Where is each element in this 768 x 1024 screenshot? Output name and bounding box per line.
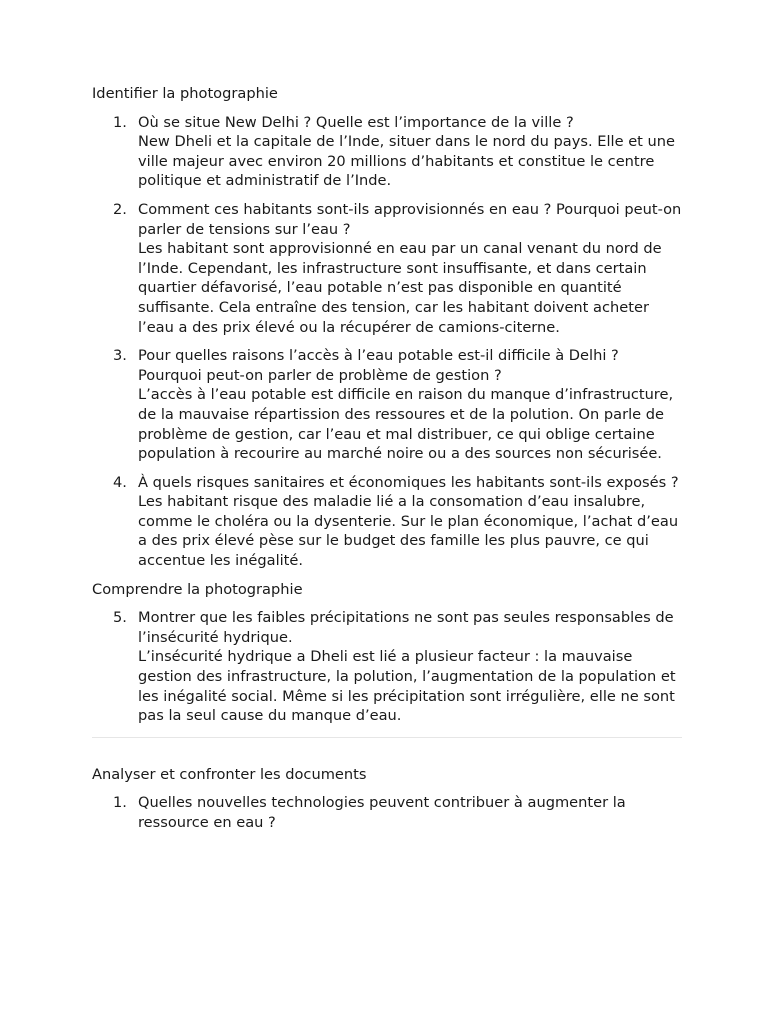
question-text: À quels risques sanitaires et économiques les habitants sont-ils exposés ?	[138, 473, 679, 491]
list-item	[92, 608, 682, 726]
item-number: 2.	[113, 200, 127, 218]
answer-text: New Dheli et la capitale de l’Inde, situer dans le nord du pays. Elle et une ville majeur avec environ 20 millions d’habitants et constitue le centre politique et administratif de l’Inde.	[138, 133, 676, 190]
question-text: Comment ces habitants sont-ils approvisionnés en eau ? Pourquoi peut-on parler de tensions sur l’eau ?	[138, 200, 682, 238]
list-item	[92, 113, 682, 191]
item-number: 5.	[113, 609, 127, 627]
answer-text: L’insécurité hydrique a Dheli est lié a plusieur facteur : la mauvaise gestion des infrastructure, la polution, l’augmentation de la population et les inégalité social. Même si les précipitation sont irrégulière, elle ne sont pas la seul cause du manque d’eau.	[138, 648, 676, 725]
item-number: 1.	[113, 113, 127, 131]
answer-text: L’accès à l’eau potable est difficile en raison du manque d’infrastructure, de la mauvaise répartission des ressoures et de la polution. On parle de problème de gestion, car l’eau et mal distribuer, ce qui oblige certaine population à recourire au marché noire ou a des sources non sécurisée.	[138, 386, 674, 463]
list-item	[92, 473, 682, 571]
answer-text: Les habitant risque des maladie lié a la consomation d’eau insalubre, comme le choléra ou la dysenterie. Sur le plan économique, l’achat d’eau a des prix élevé pèse sur le budget des famille les plus pauvre, ce qui accentue les inégalité.	[138, 493, 679, 570]
question-text: Montrer que les faibles précipitations ne sont pas seules responsables de l’insécurité hydrique.	[138, 609, 674, 646]
answer-text: Les habitant sont approvisionné en eau par un canal venant du nord de l’Inde. Cependant, les infrastructure sont insuffisante, et dans certain quartier défavorisé, l’eau potable n’est pas disponible en quantité suffisante. Cela entraîne des tension, car les habitant doivent acheter l’eau a des prix élevé ou la récupérer de camions-citerne.	[138, 240, 662, 336]
section-heading-identifier: Identifier la photographie	[92, 85, 278, 102]
question-list-analyser	[92, 793, 682, 832]
list-item	[92, 346, 682, 464]
question-text: Où se situe New Delhi ? Quelle est l’importance de la ville ?	[138, 113, 574, 131]
question-text: Quelles nouvelles technologies peuvent contribuer à augmenter la ressource en eau ?	[138, 794, 626, 831]
item-number: 3.	[113, 347, 127, 365]
question-text: Pour quelles raisons l’accès à l’eau potable est-il difficile à Delhi ? Pourquoi peut-on parler de problème de gestion ?	[138, 347, 619, 384]
list-item	[92, 793, 682, 832]
section-heading-comprendre: Comprendre la photographie	[92, 580, 303, 598]
section-divider	[92, 737, 682, 738]
document-page	[92, 84, 682, 833]
section-heading-analyser: Analyser et confronter les documents	[92, 765, 367, 783]
item-number: 4.	[113, 473, 127, 491]
list-item	[92, 200, 682, 337]
question-list-comprendre	[92, 608, 682, 726]
question-list-identifier	[92, 113, 682, 571]
item-number: 1.	[113, 794, 127, 812]
